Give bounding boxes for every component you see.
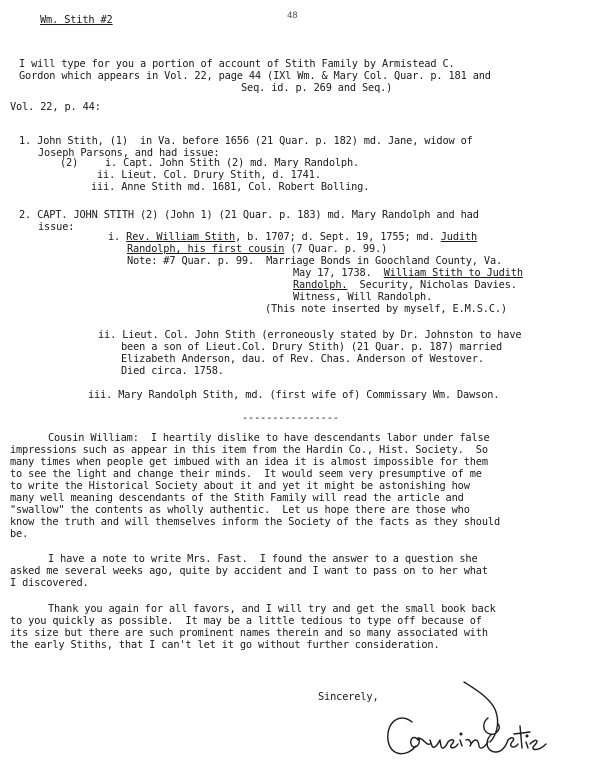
page-number: 48 [287,11,298,21]
intro-line-2: Gordon which appears in Vol. 22, page 44 (IXl Wm. & Mary Col. Quar. p. 181 and [19,70,491,82]
note-line-2 [293,267,523,279]
entry-2-line-2: issue: [38,221,75,233]
entry-1-marker: (2) [60,157,79,169]
paragraph-2-line-2: asked me several weeks ago, quite by accident and I want to pass on to her what [10,565,488,577]
entry-2-child-i-line-1 [108,231,477,243]
entry-1-child-i: i. Capt. John Stith (2) md. Mary Randolph. [105,157,360,169]
entry-1-line-2: Joseph Parsons, and had issue: [38,147,220,159]
child-i-name: Rev. William Stith [126,231,236,243]
entry-2-line-1: 2. CAPT. JOHN STITH (2) (John 1) (21 Quar. p. 183) md. Mary Randolph and had [19,209,479,221]
note-line-3 [293,279,517,291]
note-insert: (This note inserted by myself, E.M.S.C.) [265,303,507,315]
child-i-spouse-b: Randolph, his first cousin [127,243,285,255]
child-ii-line-1: ii. Lieut. Col. John Stith (erroneously stated by Dr. Johnston to have [98,329,522,341]
child-i-text: , b. 1707; d. Sept. 19, 1755; md. [235,231,441,243]
closing: Sincerely, [318,691,379,703]
intro-line-1: I will type for you a portion of account of Stith Family by Armistead C. [19,58,455,70]
paragraph-1-line-1: Cousin William: I heartily dislike to have descendants labor under false [48,432,490,444]
handwritten-signature [378,678,558,766]
paragraph-2-line-3: I discovered. [10,577,89,589]
intro-line-3: Seq. id. p. 269 and Seq.) [241,82,393,94]
child-iii: iii. Mary Randolph Stith, md. (first wife of) Commissary Wm. Dawson. [88,389,500,401]
paragraph-1-line-4: to see the light and change their minds. It would seem very presumptive of me [10,468,482,480]
section-divider: ---------------- [242,412,339,424]
entry-1-line-1: 1. John Stith, (1) in Va. before 1656 (21 Quar. p. 182) md. Jane, widow of [19,135,473,147]
paragraph-1-line-8: know the truth and will themselves inform the Society of the facts as they should [10,516,500,528]
paragraph-1-line-3: many times when people get imbued with an idea it is almost impossible for them [10,456,488,468]
volume-heading: Vol. 22, p. 44: [10,101,101,113]
paragraph-3-line-4: the early Stiths, that I can't let it go without further consideration. [10,639,440,651]
child-ii-line-4: Died circa. 1758. [121,365,224,377]
entry-1-child-iii: iii. Anne Stith md. 1681, Col. Robert Bolling. [91,181,370,193]
child-i-spouse-a: Judith [440,231,478,243]
note-date: May 17, 1738. [293,267,384,279]
paragraph-3-line-2: to you quickly as possible. It may be a little tedious to type off because of [10,615,482,627]
paragraph-3-line-3: its size but there are such prominent names therein and so many associated with [10,627,488,639]
child-i-number: i. [108,231,121,243]
child-i-citation: (7 Quar. p. 99.) [284,243,388,255]
child-ii-line-3: Elizabeth Anderson, dau. of Rev. Chas. Anderson of Westover. [121,353,484,365]
document-title: Wm. Stith #2 [40,14,113,26]
paragraph-1-line-2: impressions such as appear in this item from the Hardin Co., Hist. Society. So [10,444,488,456]
paragraph-1-line-7: "swallow" the contents as wholly authentic. Let us hope there are those who [10,504,470,516]
bond-b: Randolph. [293,279,348,291]
entry-1-child-ii: ii. Lieut. Col. Drury Stith, d. 1741. [97,169,321,181]
entry-2-child-i-line-2 [127,243,387,255]
paragraph-2-line-1: I have a note to write Mrs. Fast. I found the answer to a question she [48,553,478,565]
paragraph-3-line-1: Thank you again for all favors, and I will try and get the small book back [48,603,496,615]
note-witness: Witness, Will Randolph. [293,291,433,303]
note-line-1: Note: #7 Quar. p. 99. Marriage Bonds in Goochland County, Va. [127,255,503,267]
child-ii-line-2: been a son of Lieut.Col. Drury Stith) (21 Quar. p. 187) married [121,341,503,353]
paragraph-1-line-9: be. [10,528,29,540]
note-security: Security, Nicholas Davies. [347,279,517,291]
paragraph-1-line-5: to write the Historical Society about it and yet it might be astonishing how [10,480,470,492]
bond-a: William Stith to Judith [383,267,523,279]
paragraph-1-line-6: many well meaning descendants of the Stith Family will read the article and [10,492,464,504]
